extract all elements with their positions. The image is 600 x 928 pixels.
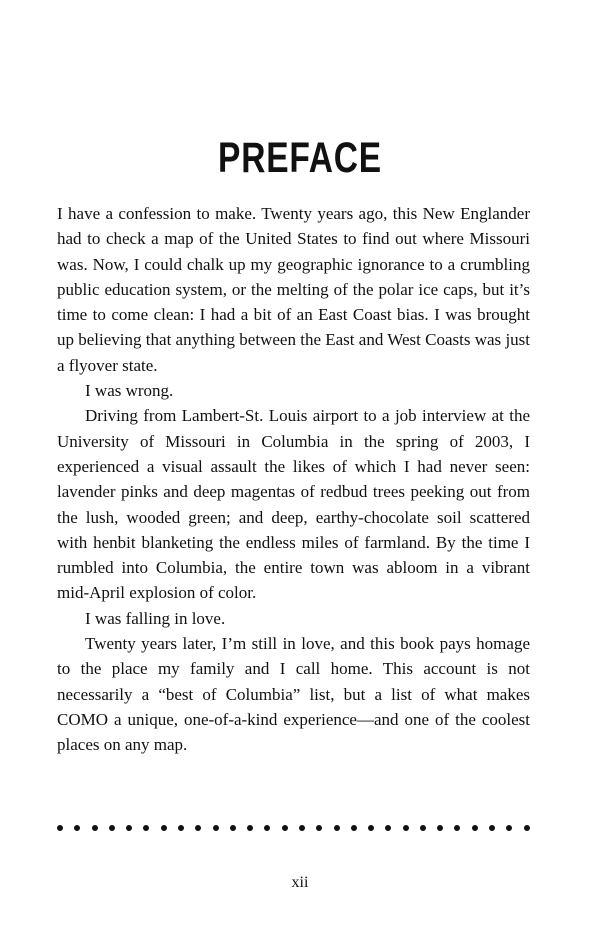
- divider-dot: [264, 825, 270, 831]
- divider-dot: [334, 825, 340, 831]
- paragraph-5: Twenty years later, I’m still in love, and this book pays homage to the place my family and I call home. This account is not necessarily a “best of Columbia” list, but a list of what makes COMO a unique, one-of-a-kind experience—and one of the coolest places on any map.: [57, 634, 530, 755]
- divider-dot: [420, 825, 426, 831]
- divider-dot: [403, 825, 409, 831]
- divider-dot: [247, 825, 253, 831]
- paragraph-1: I have a confession to make. Twenty years ago, this New Englander had to check a map of the United States to find out where Missouri was. Now, I could chalk up my geographic ignorance to a crumbling public education system, or the melting of the polar ice caps, but it’s time to come clean: I had a bit of an East Coast bias. I was brought up believing that anything between the East and West Coasts was just a flyover state.: [57, 204, 530, 375]
- divider-dot: [282, 825, 288, 831]
- divider-dot: [506, 825, 512, 831]
- paragraph-3: Driving from Lambert-St. Louis airport to a job interview at the University of Missouri in Columbia in the spring of 2003, I experienced a visual assault the likes of which I had never seen: lavender pinks and deep magentas of redbud trees peeking out from the lush, wooded green; and deep, earthy-chocolate soil scattered with henbit blanketing the endless miles of farmland. By the time I rumbled into Columbia, the entire town was abloom in a vibrant mid-April explosion of color.: [57, 406, 530, 603]
- divider-dot: [213, 825, 219, 831]
- divider-dot: [472, 825, 478, 831]
- divider-dot: [385, 825, 391, 831]
- divider-dot: [57, 825, 63, 831]
- divider-dot: [74, 825, 80, 831]
- paragraph-4: I was falling in love.: [85, 608, 226, 628]
- divider-dot: [368, 825, 374, 831]
- divider-dot: [126, 825, 132, 831]
- preface-body: [57, 201, 530, 758]
- dotted-divider: [57, 823, 530, 833]
- divider-dot: [178, 825, 184, 831]
- divider-dot: [161, 825, 167, 831]
- paragraph-2: I was wrong.: [85, 381, 174, 401]
- chapter-heading: PREFACE: [218, 134, 382, 182]
- divider-dot: [524, 825, 530, 831]
- divider-dot: [109, 825, 115, 831]
- divider-dot: [489, 825, 495, 831]
- divider-dot: [92, 825, 98, 831]
- divider-dot: [299, 825, 305, 831]
- page-number: xii: [291, 874, 309, 891]
- divider-dot: [454, 825, 460, 831]
- divider-dot: [437, 825, 443, 831]
- divider-dot: [143, 825, 149, 831]
- divider-dot: [351, 825, 357, 831]
- divider-dot: [316, 825, 322, 831]
- divider-dot: [230, 825, 236, 831]
- divider-dot: [195, 825, 201, 831]
